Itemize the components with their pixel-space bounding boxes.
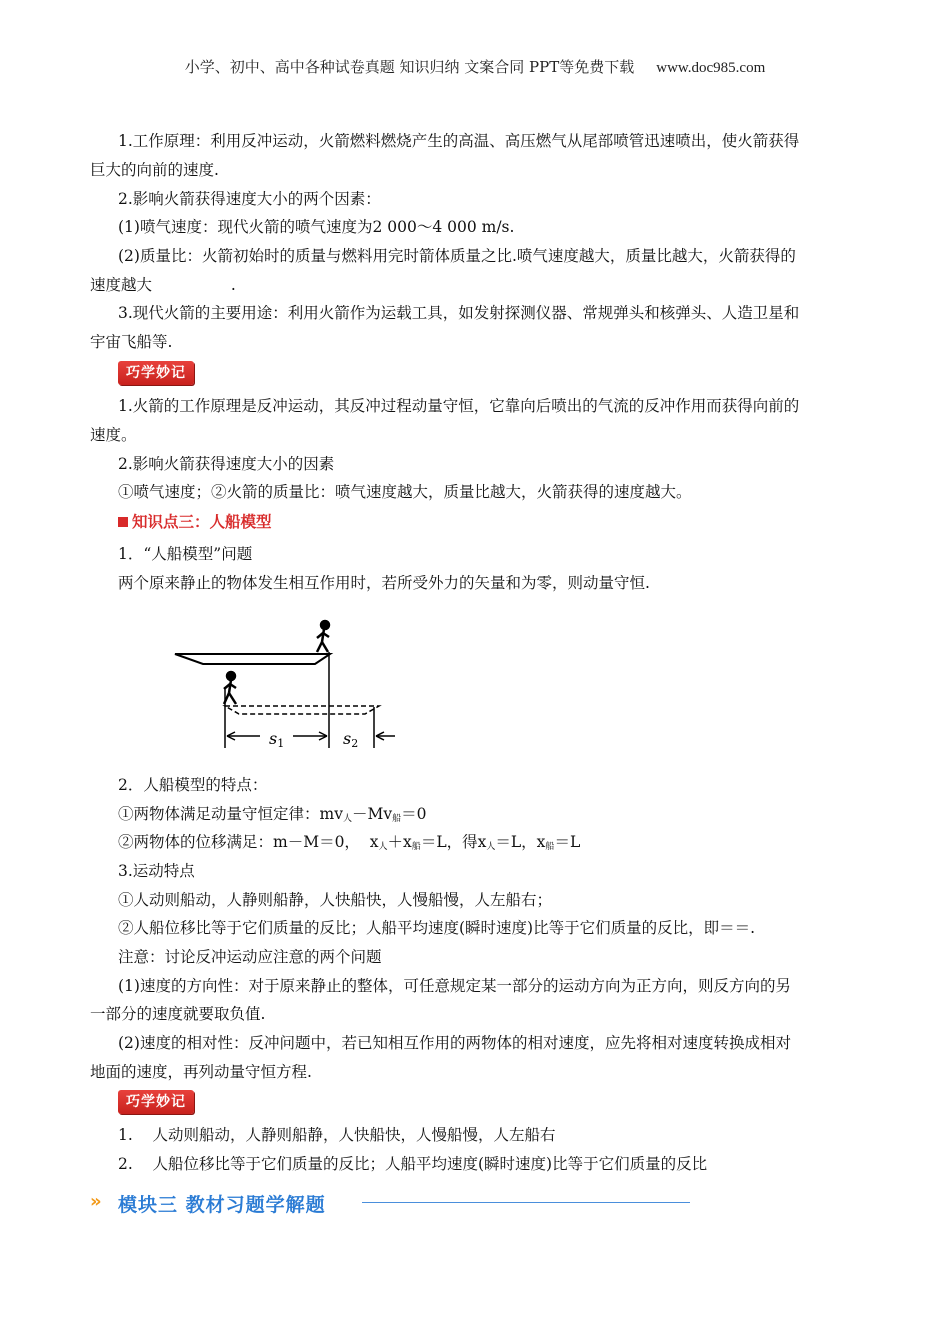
boat-shape: [175, 654, 330, 664]
paragraph-line: 巨大的向前的速度.: [90, 161, 219, 179]
paragraph-line: 一部分的速度就要取负值.: [90, 1005, 266, 1023]
paragraph-line: (2)质量比：火箭初始时的质量与燃料用完时箭体质量之比.喷气速度越大，质量比越大，火箭获得的: [118, 247, 796, 265]
paragraph-line: 两个原来静止的物体发生相互作用时，若所受外力的矢量和为零，则动量守恒.: [118, 574, 650, 592]
paragraph-line: 宇宙飞船等.: [90, 333, 173, 351]
person-icon: [317, 621, 329, 652]
person-boat-diagram: [165, 612, 405, 752]
paragraph-line: 3.运动特点: [118, 862, 195, 880]
paragraph-line: 2.影响火箭获得速度大小的两个因素：: [118, 190, 381, 208]
paragraph-line: ①两物体满足动量守恒定律：$mv_人-Mv_船=0$: [118, 805, 427, 824]
paragraph-line: 1.火箭的工作原理是反冲运动，其反冲过程动量守恒，它靠向后喷出的气流的反冲作用而获得向前的: [118, 397, 800, 415]
paragraph-line: 1．“人船模型”问题: [118, 545, 253, 563]
module-rule: [362, 1202, 690, 1203]
paragraph-line: 速度越大 .: [90, 276, 236, 294]
tip-badge: 巧学妙记: [118, 1090, 194, 1114]
module-title: 模块三 教材习题学解题: [118, 1194, 326, 1216]
paragraph-line: 2. 人船位移比等于它们质量的反比；人船平均速度(瞬时速度)比等于它们质量的反比: [118, 1155, 708, 1173]
boat-moved-shape: [225, 706, 379, 714]
knowledge-point-text: 知识点三：人船模型: [132, 513, 272, 531]
paragraph-line: 地面的速度，再列动量守恒方程.: [90, 1063, 312, 1081]
s1-label: s1: [269, 729, 285, 750]
paragraph-line: (2)速度的相对性：反冲问题中，若已知相互作用的两物体的相对速度，应先将相对速度转换成相对: [118, 1034, 791, 1052]
page-header: [0, 56, 950, 77]
s2-label: s2: [343, 729, 359, 750]
knowledge-point-title: [118, 508, 272, 537]
person-icon: [224, 672, 236, 704]
paragraph-line: ①人动则船动，人静则船静，人快船快，人慢船慢，人左船右；: [118, 891, 553, 909]
paragraph-line: ②人船位移比等于它们质量的反比；人船平均速度(瞬时速度)比等于它们质量的反比，即＝＝.: [118, 919, 756, 937]
paragraph-line: 1.工作原理：利用反冲运动，火箭燃料燃烧产生的高温、高压燃气从尾部喷管迅速喷出，使火箭获得: [118, 132, 800, 150]
paragraph-line: 速度。: [90, 426, 137, 444]
paragraph-line: 注意：讨论反冲运动应注意的两个问题: [118, 948, 382, 966]
paragraph-line: ①喷气速度；②火箭的质量比：喷气速度越大，质量比越大，火箭获得的速度越大。: [118, 483, 692, 501]
header-text: 小学、初中、高中各种试卷真题 知识归纳 文案合同 PPT等免费下载: [184, 58, 635, 76]
header-url[interactable]: www.doc985.com: [656, 60, 766, 76]
module-heading: [90, 1188, 690, 1216]
paragraph-line: 2.影响火箭获得速度大小的因素: [118, 455, 335, 473]
double-chevron-icon: »: [90, 1191, 102, 1212]
square-bullet-icon: [118, 517, 128, 527]
paragraph-line: 1. 人动则船动，人静则船静，人快船快，人慢船慢，人左船右: [118, 1126, 556, 1144]
paragraph-line: 3.现代火箭的主要用途：利用火箭作为运载工具，如发射探测仪器、常规弹头和核弹头、人造卫星和: [118, 304, 800, 322]
paragraph-line: ②两物体的位移满足：m－M＝0， $x_人+x_船=L$，得$x_人=L$，$x_船=L$: [118, 833, 581, 852]
tip-badge: 巧学妙记: [118, 361, 194, 385]
paragraph-line: 2．人船模型的特点：: [118, 776, 268, 794]
paragraph-line: (1)喷气速度：现代火箭的喷气速度为2 000～4 000 m/s.: [118, 218, 515, 236]
paragraph-line: (1)速度的方向性：对于原来静止的整体，可任意规定某一部分的运动方向为正方向，则反方向的另: [118, 977, 791, 995]
